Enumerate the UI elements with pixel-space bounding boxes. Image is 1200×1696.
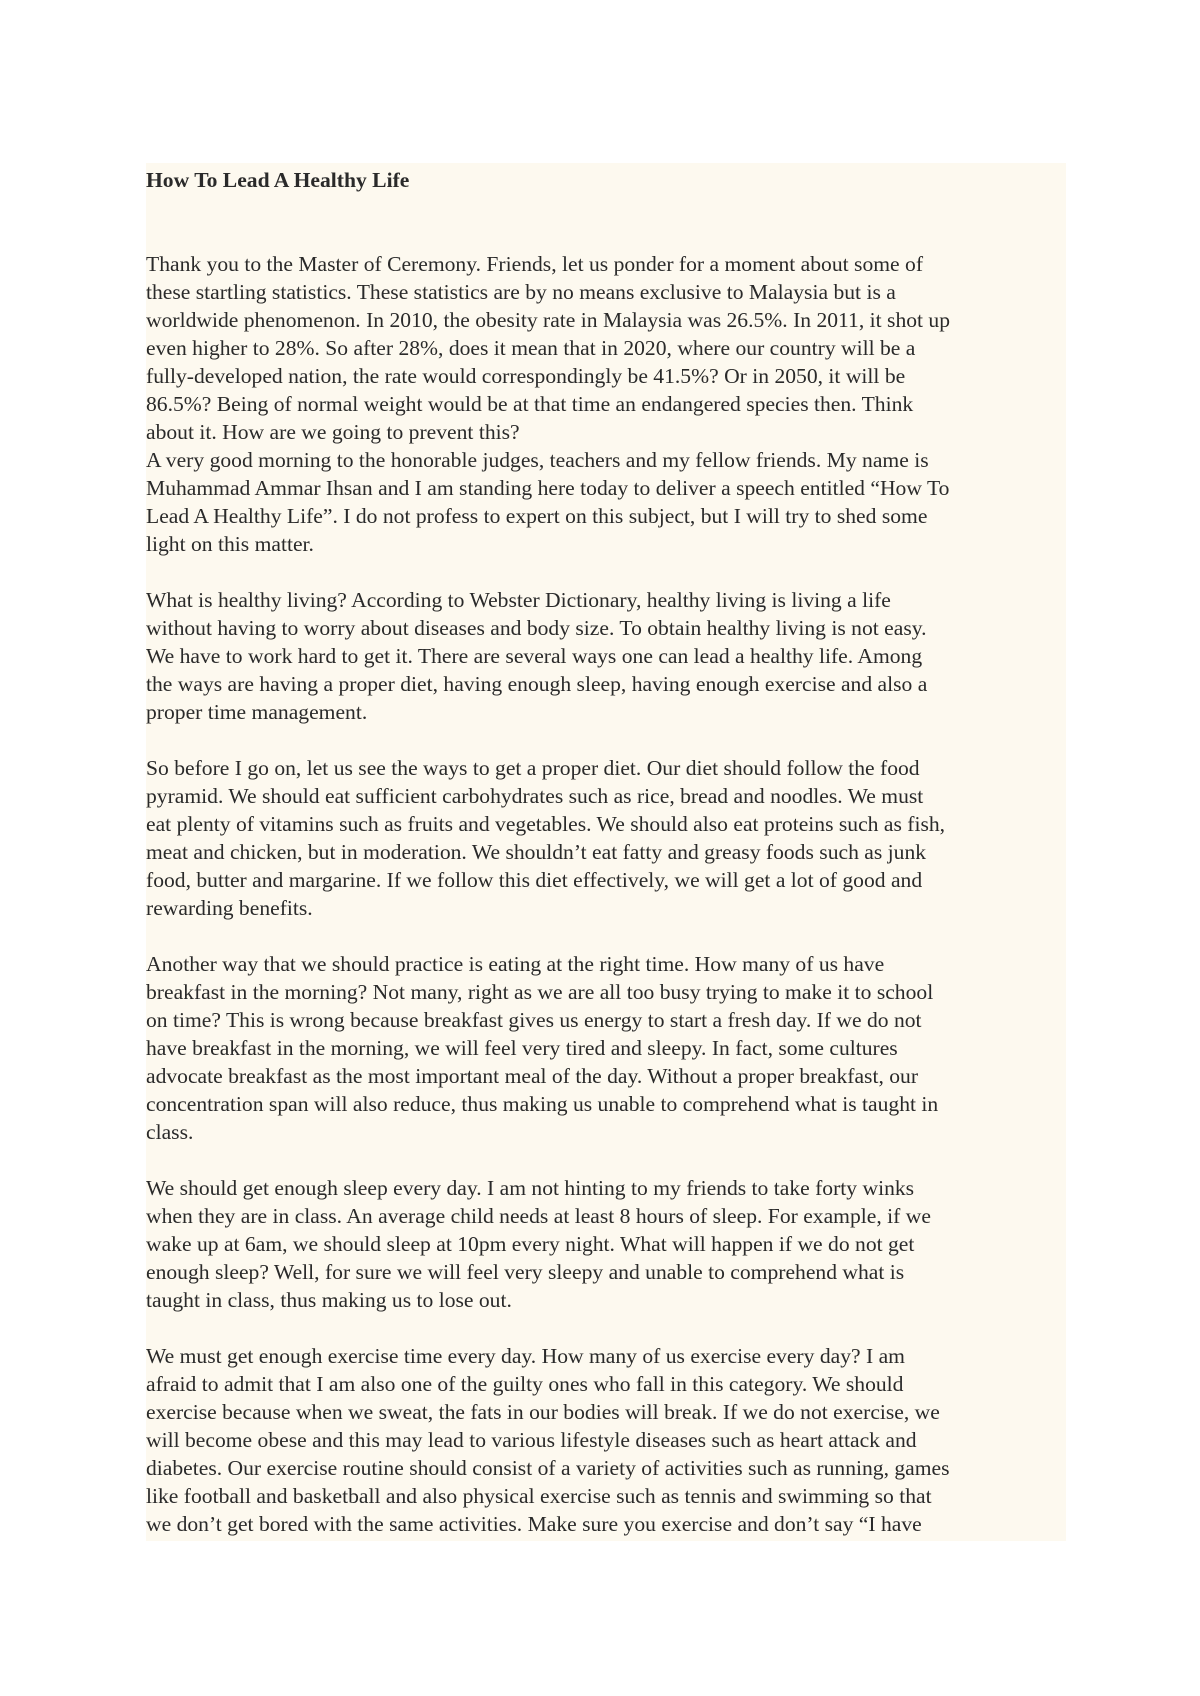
document-body [146,163,1066,1541]
paragraph-line: breakfast in the morning? Not many, right as we are all too busy trying to make it to school [146,980,934,1004]
paragraph-line: will become obese and this may lead to various lifestyle diseases such as heart attack and [146,1428,917,1452]
paragraph-line: 86.5%? Being of normal weight would be at that time an endangered species then. Think [146,392,914,416]
paragraph-gap [146,1314,1066,1342]
paragraph-line: enough sleep? Well, for sure we will feel very sleepy and unable to comprehend what is [146,1260,905,1284]
paragraph-line: diabetes. Our exercise routine should consist of a variety of activities such as running, games [146,1456,950,1480]
paragraph-line: exercise because when we sweat, the fats in our bodies will break. If we do not exercise, we [146,1400,940,1424]
paragraph-line: these startling statistics. These statistics are by no means exclusive to Malaysia but is a [146,280,896,304]
paragraph [146,1174,1066,1314]
paragraph-line: proper time management. [146,700,368,724]
paragraph-line: the ways are having a proper diet, having enough sleep, having enough exercise and also a [146,672,928,696]
paragraph-gap [146,1146,1066,1174]
paragraph-line: we don’t get bored with the same activities. Make sure you exercise and don’t say “I have [146,1512,922,1536]
paragraph [146,754,1066,922]
paragraph-line: afraid to admit that I am also one of the guilty ones who fall in this category. We should [146,1372,904,1396]
paragraph [146,446,1066,558]
paragraph [146,586,1066,726]
paragraph-line: We must get enough exercise time every day. How many of us exercise every day? I am [146,1344,905,1368]
paragraph-line: pyramid. We should eat sufficient carbohydrates such as rice, bread and noodles. We must [146,784,924,808]
paragraph-line: fully-developed nation, the rate would correspondingly be 41.5%? Or in 2050, it will be [146,364,906,388]
paragraph-line: Muhammad Ammar Ihsan and I am standing here today to deliver a speech entitled “How To [146,476,950,500]
paragraph-line: when they are in class. An average child needs at least 8 hours of sleep. For example, if we [146,1204,931,1228]
paragraph-line: eat plenty of vitamins such as fruits and vegetables. We should also eat proteins such as fish, [146,812,946,836]
paragraph-line: concentration span will also reduce, thus making us unable to comprehend what is taught in [146,1092,939,1116]
paragraph [146,250,1066,446]
paragraph-line: on time? This is wrong because breakfast gives us energy to start a fresh day. If we do not [146,1008,922,1032]
paragraph-line: without having to worry about diseases and body size. To obtain healthy living is not easy. [146,616,927,640]
paragraph-line: wake up at 6am, we should sleep at 10pm every night. What will happen if we do not get [146,1232,915,1256]
paragraph-line: We should get enough sleep every day. I am not hinting to my friends to take forty winks [146,1176,915,1200]
paragraph-line: Lead A Healthy Life”. I do not profess to expert on this subject, but I will try to shed some [146,504,928,528]
paragraph-line: Thank you to the Master of Ceremony. Friends, let us ponder for a moment about some of [146,252,924,276]
paragraph-line: Another way that we should practice is eating at the right time. How many of us have [146,952,885,976]
paragraph-line: even higher to 28%. So after 28%, does it mean that in 2020, where our country will be a [146,336,916,360]
title-spacer [146,194,1066,250]
paragraph-line: food, butter and margarine. If we follow this diet effectively, we will get a lot of good and [146,868,923,892]
paragraph-line: like football and basketball and also physical exercise such as tennis and swimming so that [146,1484,932,1508]
paragraph [146,1342,1066,1538]
paragraph-line: A very good morning to the honorable judges, teachers and my fellow friends. My name is [146,448,929,472]
paragraph-gap [146,726,1066,754]
paragraph-list [146,250,1066,1538]
paragraph-line: What is healthy living? According to Webster Dictionary, healthy living is living a life [146,588,891,612]
paragraph-line: rewarding benefits. [146,896,313,920]
paragraph-line: taught in class, thus making us to lose out. [146,1288,512,1312]
paragraph [146,950,1066,1146]
paragraph-line: meat and chicken, but in moderation. We shouldn’t eat fatty and greasy foods such as junk [146,840,927,864]
paragraph-line: worldwide phenomenon. In 2010, the obesity rate in Malaysia was 26.5%. In 2011, it shot up [146,308,951,332]
paragraph-line: light on this matter. [146,532,314,556]
paragraph-line: advocate breakfast as the most important meal of the day. Without a proper breakfast, our [146,1064,919,1088]
paragraph-gap [146,922,1066,950]
document-title: How To Lead A Healthy Life [146,168,410,192]
paragraph-line: We have to work hard to get it. There are several ways one can lead a healthy life. Among [146,644,923,668]
paragraph-gap [146,558,1066,586]
paragraph-line: So before I go on, let us see the ways to get a proper diet. Our diet should follow the food [146,756,920,780]
paragraph-line: have breakfast in the morning, we will feel very tired and sleepy. In fact, some cultures [146,1036,898,1060]
paragraph-line: about it. How are we going to prevent this? [146,420,520,444]
paragraph-line: class. [146,1120,194,1144]
